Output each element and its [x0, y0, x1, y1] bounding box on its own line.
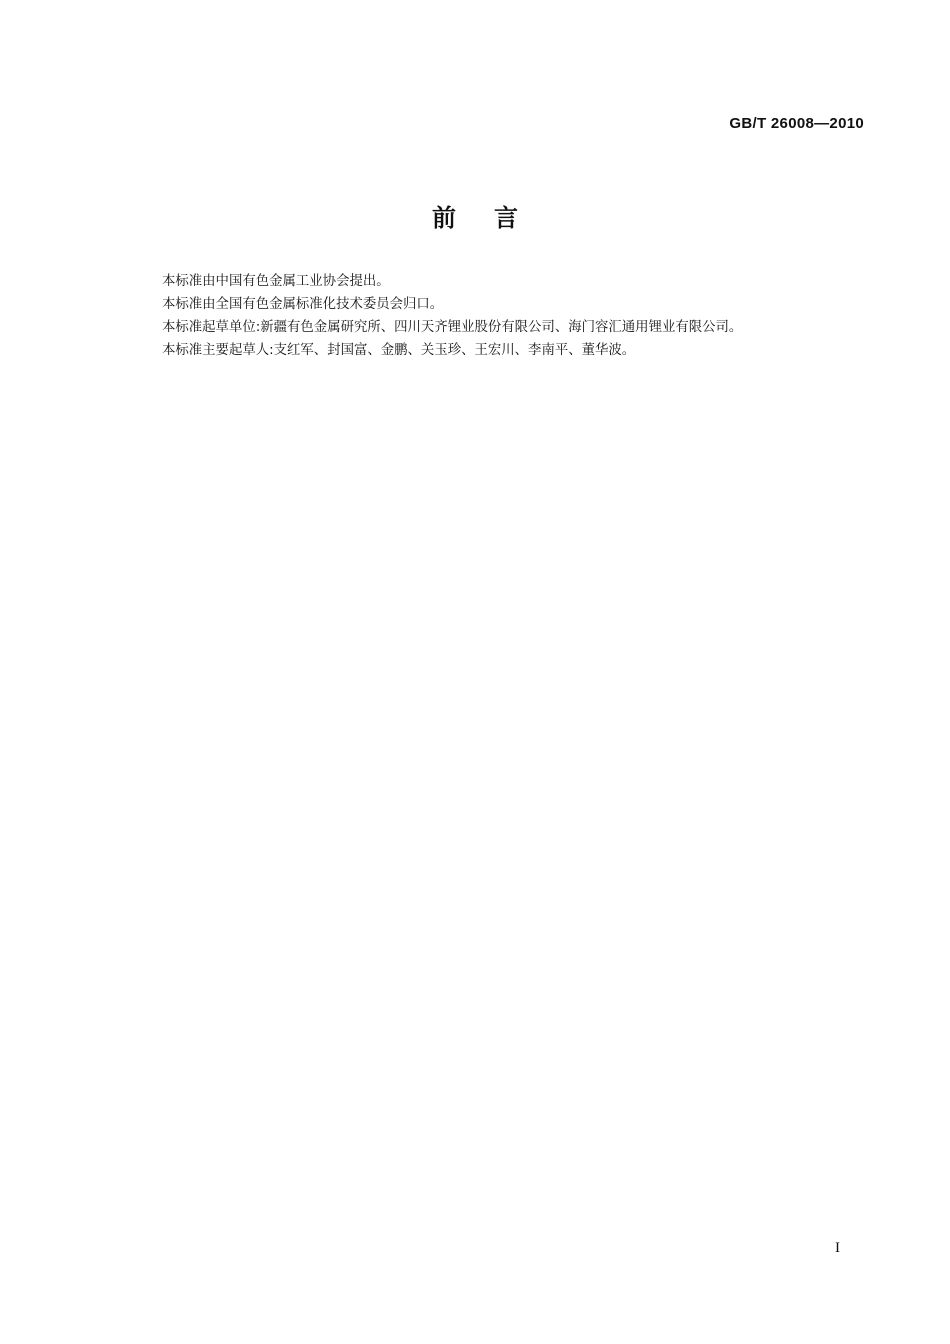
preface-body [162, 270, 882, 362]
standard-number: GB/T 26008—2010 [729, 115, 864, 132]
paragraph-drafters: 本标准主要起草人:支红军、封国富、金鹏、关玉珍、王宏川、李南平、董华波。 [162, 343, 636, 358]
paragraph-drafting-units: 本标准起草单位:新疆有色金属研究所、四川天齐锂业股份有限公司、海门容汇通用锂业有限公司。 [162, 320, 743, 335]
paragraph-proposer: 本标准由中国有色金属工业协会提出。 [162, 274, 390, 289]
paragraph-committee: 本标准由全国有色金属标准化技术委员会归口。 [162, 297, 444, 312]
page-title: 前言 [432, 204, 556, 232]
page-number: I [835, 1240, 840, 1256]
